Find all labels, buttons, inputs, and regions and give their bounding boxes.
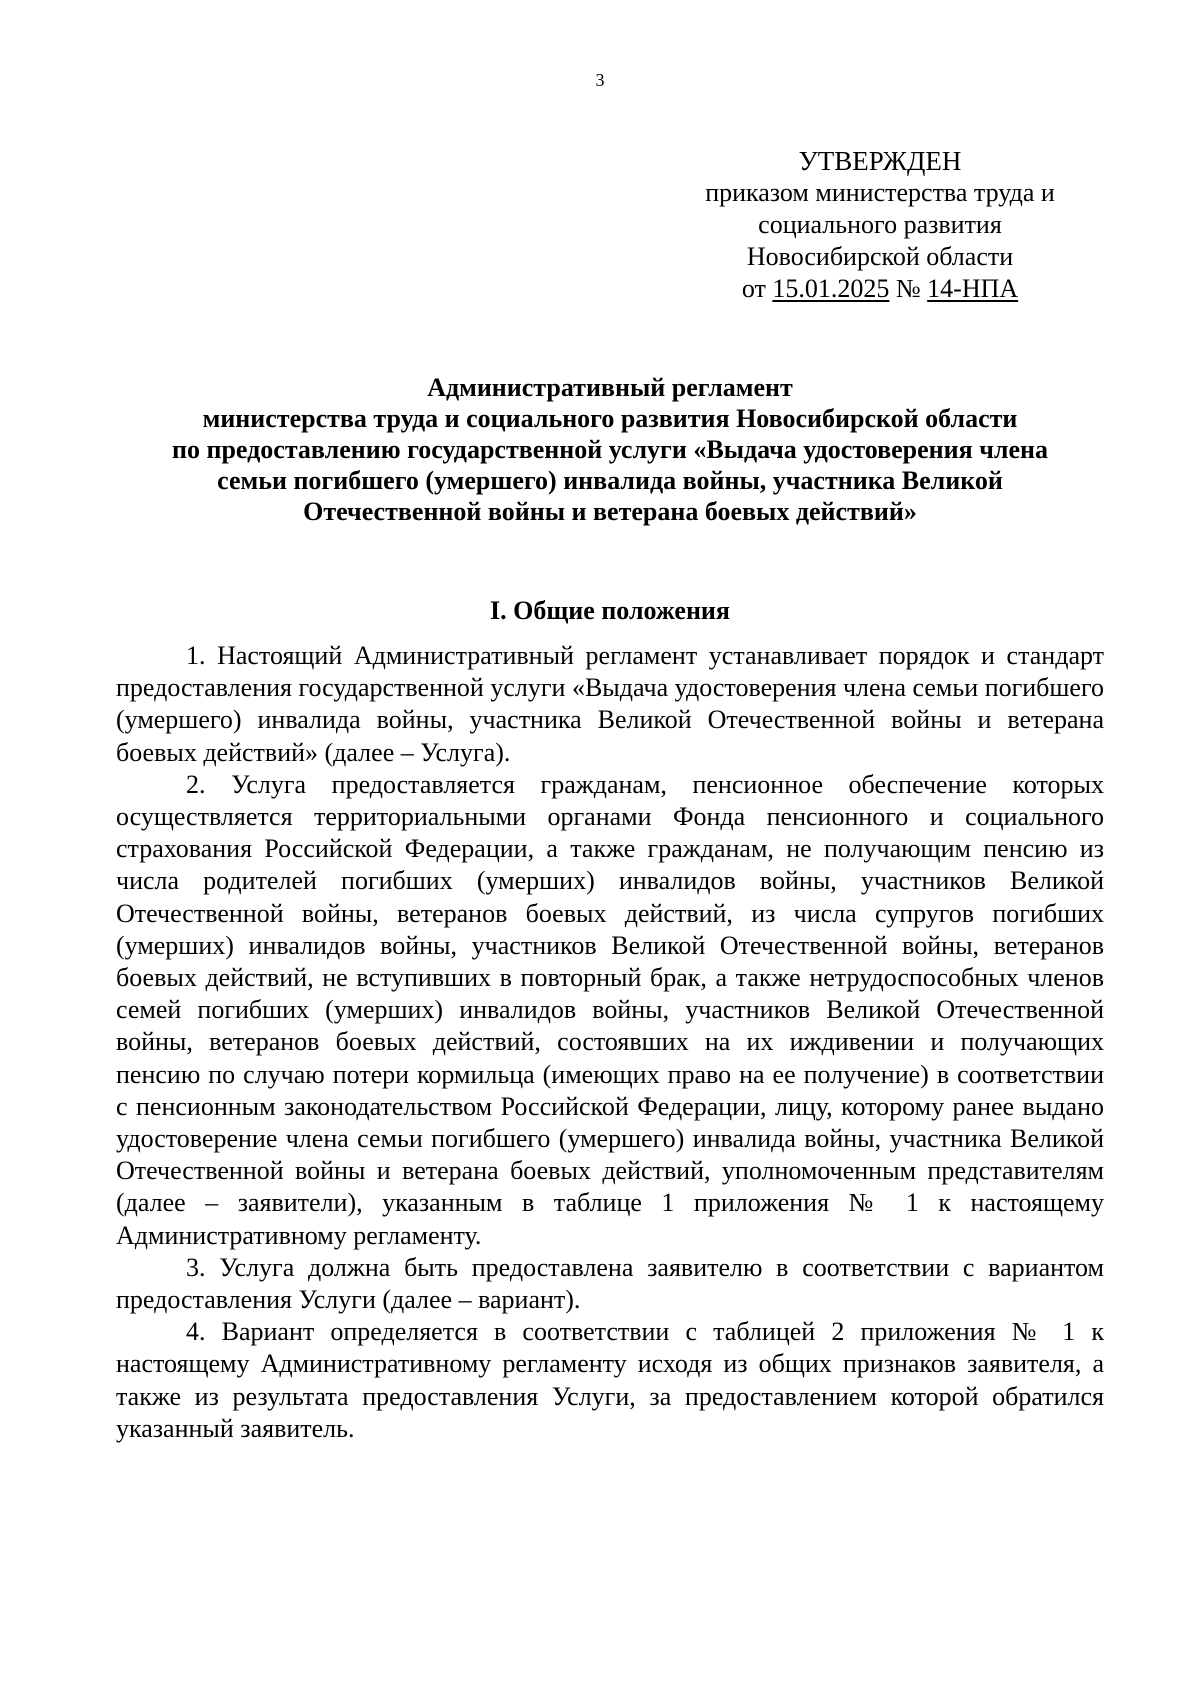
approval-line: приказом министерства труда и (705, 178, 1055, 207)
title-line: министерства труда и социального развития Новосибирской области (202, 404, 1018, 433)
section-heading: I. Общие положения (490, 596, 730, 625)
approval-date-line (640, 273, 1120, 305)
paragraph-3: 3. Услуга должна быть предоставлена заявителю в соответствии с вариантом предоставления Услуги (далее – вариант). (116, 1252, 1104, 1315)
title-line: по предоставлению государственной услуги «Выдача удостоверения члена (172, 435, 1048, 464)
number-sign: № (895, 274, 921, 303)
title-line: Административный регламент (427, 373, 793, 402)
paragraph-4: 4. Вариант определяется в соответствии с таблицей 2 приложения № 1 к настоящему Административному регламенту исходя из общих признаков заявителя, а также из результата предоставления Услуги, за предоставлением которой обратился указанный заявитель. (116, 1317, 1104, 1443)
order-number: 14-НПА (927, 274, 1019, 303)
date-prefix: от (741, 274, 766, 303)
approval-line: Новосибирской области (746, 242, 1014, 271)
document-title (110, 372, 1110, 527)
section-body (116, 640, 1104, 1445)
paragraph-1: 1. Настоящий Административный регламент устанавливает порядок и стандарт предоставления государственной услуги «Выдача удостоверения члена семьи погибшего (умершего) инвалида войны, участника Великой Отечественной войны и ветерана боевых действий» (далее – Услуга). (116, 641, 1104, 767)
order-date: 15.01.2025 (772, 274, 890, 303)
title-line: семьи погибшего (умершего) инвалида войны, участника Великой (217, 466, 1003, 495)
approval-line: социального развития (758, 210, 1002, 239)
title-line: Отечественной войны и ветерана боевых действий» (303, 497, 917, 526)
paragraph-2: 2. Услуга предоставляется гражданам, пенсионное обеспечение которых осуществляется территориальными органами Фонда пенсионного и социального страхования Российской Федерации, а также гражданам, не получающим пенсию из числа родителей погибших (умерших) инвалидов войны, участников Великой Отечественной войны, ветеранов боевых действий, из числа супругов погибших (умерших) инвалидов войны, участников Великой Отечественной войны, ветеранов боевых действий, не вступивших в повторный брак, а также нетрудоспособных членов семей погибших (умерших) инвалидов войны, участников Великой Отечественной войны, ветеранов боевых действий, состоявших на их иждивении и получающих пенсию по случаю потери кормильца (имеющих право на ее получение) в соответствии с пенсионным законодательством Российской Федерации, лицу, которому ранее выдано удостоверение члена семьи погибшего (умершего) инвалида войны, участника Великой Отечественной войны и ветерана боевых действий, уполномоченным представителям (далее – заявители), указанным в таблице 1 приложения № 1 к настоящему Административному регламенту. (116, 769, 1104, 1250)
page-number: 3 (595, 70, 605, 90)
approval-heading: УТВЕРЖДЕН (798, 146, 962, 176)
approval-block (640, 145, 1120, 305)
